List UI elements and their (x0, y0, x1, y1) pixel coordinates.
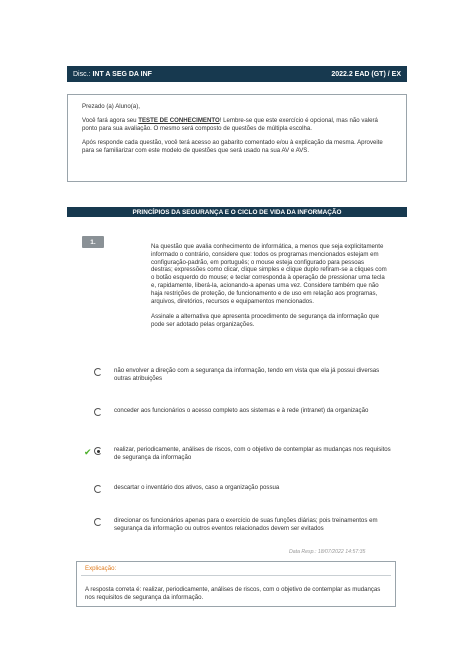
intro-box (67, 94, 407, 182)
explanation-box (76, 561, 396, 607)
question-number-badge: 1. (82, 236, 104, 248)
radio-button-icon[interactable] (94, 518, 102, 526)
question-text (151, 243, 387, 337)
intro-p1-after: ! Lembre-se que este exercício é opcional, mas não valerá ponto para sua avaliação. O mesmo será composto de questões de múltipla escolha. (82, 117, 378, 132)
correct-check-icon: ✔ (84, 447, 92, 457)
answer-option-text: conceder aos funcionários o acesso completo aos sistemas e à rede (intranet) da organização (114, 407, 369, 414)
intro-p1-before: Você fará agora seu (82, 117, 139, 124)
question-context: Na questão que avalia conhecimento de informática, a menos que seja explicitamente informado o contrário, considere que: todos os programas mencionados estejam em configuração-padrão, em português; o mouse esteja configurado para pessoas destras; expressões como clicar, clique simples e clique duplo refiram-se a cliques com o botão esquerdo do mouse; e teclar corresponda à operação de pressionar uma tecla e, rapidamente, liberá-la, acionando-a apenas uma vez. Considere também que não haja restrições de proteção, de funcionamento e de uso em relação aos programas, arquivos, diretórios, recursos e equipamentos mencionados. (151, 243, 387, 305)
radio-button-selected-icon[interactable] (94, 447, 102, 455)
course-header-bar (67, 66, 407, 82)
explanation-label: Explicação: (85, 565, 117, 572)
intro-paragraph-1 (82, 117, 392, 133)
answer-option-text: não envolver a direção com a segurança da informação, tendo em vista que ela já possui diversas outras atribuições (114, 367, 380, 382)
discipline-value: INT A SEG DA INF (92, 70, 152, 78)
radio-button-icon[interactable] (94, 408, 102, 416)
term-separator: / (387, 70, 390, 78)
term-info (331, 71, 401, 78)
section-title: PRINCÍPIOS DA SEGURANÇA E O CICLO DE VIDA DA INFORMAÇÃO (67, 207, 407, 217)
discipline (73, 71, 152, 78)
intro-paragraph-2: Após responde cada questão, você terá acesso ao gabarito comentado e/ou à explicação da mesma. Aproveite para se familiarizar com este modelo de questões que será usado na sua AV e AVS. (82, 139, 383, 154)
term-suffix: EX (391, 70, 401, 78)
radio-button-icon[interactable] (94, 368, 102, 376)
answer-option-text: direcionar os funcionários apenas para o exercício de suas funções diárias; pois treinamentos em segurança da informação ou outros eventos relacionados devem ser evitados (114, 517, 378, 532)
intro-p1-bold: TESTE DE CONHECIMENTO (138, 117, 220, 124)
radio-button-icon[interactable] (94, 485, 102, 493)
discipline-label: Disc.: (73, 70, 91, 78)
answer-option-text: realizar, periodicamente, análises de riscos, com o objetivo de contemplar as mudanças nos requisitos de segurança da informação (114, 446, 391, 461)
explanation-text: A resposta correta é: realizar, periodicamente, análises de riscos, com o objetivo de contemplar as mudanças nos requisitos de segurança da informação. (85, 586, 381, 601)
question-prompt: Assinale a alternativa que apresenta procedimento de segurança da informação que pode ser adotado pelas organizações. (151, 313, 379, 329)
term-value: 2022.2 EAD (GT) (331, 70, 386, 78)
intro-greeting: Prezado (a) Aluno(a), (82, 103, 140, 110)
explanation-divider (81, 575, 391, 576)
response-date: Data Resp.: 18/07/2022 14:57:35 (289, 549, 366, 555)
answer-option-text: descartar o inventário dos ativos, caso a organização possua (114, 484, 280, 491)
